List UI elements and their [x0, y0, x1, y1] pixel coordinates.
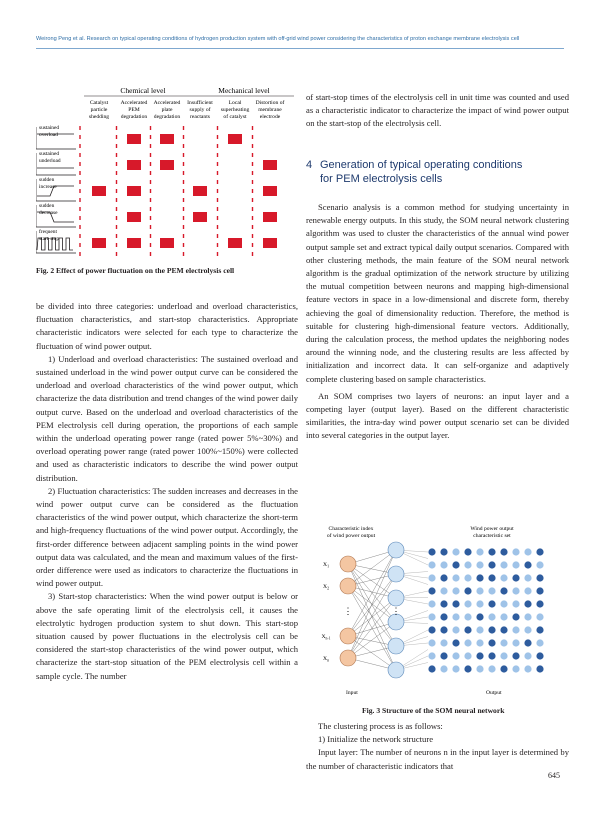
right-column-bottom-text: [306, 720, 569, 773]
matrix-mark: [193, 186, 207, 196]
output-node: [452, 652, 459, 659]
row-label: sustained: [39, 151, 60, 157]
input-neuron: [340, 628, 356, 644]
row-label: increase: [39, 184, 57, 190]
output-node: [440, 665, 447, 672]
figure-3-left-title: of wind power output: [326, 533, 376, 539]
competing-neuron: [388, 590, 404, 606]
output-node: [536, 587, 543, 594]
figure-2-matrix: [36, 84, 298, 284]
output-node: [512, 626, 519, 633]
output-node: [500, 561, 507, 568]
output-node: [452, 587, 459, 594]
competing-neuron: [388, 662, 404, 678]
output-node: [488, 600, 495, 607]
output-node: [500, 600, 507, 607]
output-node: [440, 652, 447, 659]
figure-2-caption: Fig. 2 Effect of power fluctuation on the PEM electrolysis cell: [36, 266, 235, 275]
output-node: [428, 613, 435, 620]
paragraph: 2) Fluctuation characteristics: The sudden increases and decreases in the wind power output curve can be considered as the fluctuation characteristics of the wind power output, which characterize the short-term and high-frequency fluctuations of the wind power output. Accordingly, the first-order difference between adjacent sampling points in the wind power output data was calculated, and the mean and maximum values of the first-order difference were used as indicators to characterize the fluctuations in wind power output.: [36, 485, 298, 589]
output-node: [536, 639, 543, 646]
output-node: [536, 574, 543, 581]
output-node: [488, 652, 495, 659]
column-header: degradation: [153, 114, 181, 120]
competing-neuron: [388, 614, 404, 630]
output-node: [512, 613, 519, 620]
output-node: [440, 613, 447, 620]
figure-3-left-title: Characteristic index: [328, 526, 374, 532]
output-node: [512, 600, 519, 607]
column-header: Distortion of: [255, 100, 285, 106]
output-node: [452, 548, 459, 555]
row-label: start-stop: [39, 236, 60, 242]
output-node: [464, 639, 471, 646]
competing-neuron: [388, 638, 404, 654]
right-column-main-text: [306, 201, 569, 443]
output-node: [428, 639, 435, 646]
output-node: [476, 587, 483, 594]
output-node: [452, 665, 459, 672]
output-node: [452, 561, 459, 568]
matrix-mark: [160, 160, 174, 170]
column-header: shedding: [88, 114, 110, 120]
output-node: [500, 548, 507, 555]
output-node: [536, 600, 543, 607]
matrix-mark: [160, 238, 174, 248]
output-node: [512, 587, 519, 594]
output-node: [488, 548, 495, 555]
matrix-mark: [263, 238, 277, 248]
output-node: [464, 574, 471, 581]
matrix-mark: [160, 134, 174, 144]
input-variable-label: $X_n$: [323, 656, 329, 663]
column-header: degradation: [120, 114, 148, 120]
output-node: [428, 652, 435, 659]
row-label: frequent: [39, 229, 57, 235]
output-node: [488, 587, 495, 594]
output-node: [476, 613, 483, 620]
output-node: [440, 548, 447, 555]
output-node: [476, 639, 483, 646]
matrix-mark: [228, 134, 242, 144]
output-node: [464, 665, 471, 672]
row-label: decrease: [39, 210, 58, 216]
output-node: [464, 652, 471, 659]
output-node: [476, 600, 483, 607]
output-node: [440, 626, 447, 633]
output-node: [476, 665, 483, 672]
figure-3-som-network: [316, 522, 556, 702]
output-node: [452, 574, 459, 581]
output-node: [476, 626, 483, 633]
output-node: [428, 665, 435, 672]
page-number: 645: [548, 771, 560, 780]
matrix-mark: [127, 134, 141, 144]
output-node: [476, 574, 483, 581]
output-node: [524, 574, 531, 581]
output-node: [464, 626, 471, 633]
figure-3-caption: Fig. 3 Structure of the SOM neural network: [362, 706, 505, 715]
competing-neuron: [388, 566, 404, 582]
output-node: [536, 665, 543, 672]
output-node: [440, 639, 447, 646]
column-header: reactants: [190, 114, 210, 120]
output-node: [536, 548, 543, 555]
output-node: [536, 613, 543, 620]
output-node: [512, 561, 519, 568]
output-node: [524, 600, 531, 607]
row-label: sustained: [39, 125, 60, 131]
output-node: [464, 587, 471, 594]
column-header: of catalyst: [223, 114, 247, 120]
column-header: supply of: [189, 107, 211, 113]
row-label: sudden: [39, 203, 55, 209]
output-node: [452, 613, 459, 620]
matrix-mark: [263, 212, 277, 222]
input-neuron: [340, 578, 356, 594]
output-node: [500, 613, 507, 620]
matrix-mark: [228, 238, 242, 248]
paragraph: be divided into three categories: underload and overload characteristics, fluctuation characteristics, and start-stop characteristics. Appropriate characteristic indicators were selected for each type to characterize the fluctuation of wind power output.: [36, 301, 298, 351]
output-node: [464, 600, 471, 607]
column-header: Local: [228, 100, 242, 106]
output-node: [464, 561, 471, 568]
output-node: [524, 639, 531, 646]
column-header: Accelerated: [153, 100, 181, 106]
output-node: [524, 561, 531, 568]
output-node: [524, 626, 531, 633]
output-node: [500, 626, 507, 633]
matrix-mark: [127, 212, 141, 222]
column-header: particle: [90, 107, 108, 113]
column-header: Accelerated: [120, 100, 148, 106]
column-header: plate: [161, 107, 173, 113]
row-label: sudden: [39, 177, 55, 183]
output-node: [440, 600, 447, 607]
output-node: [428, 587, 435, 594]
output-node: [476, 561, 483, 568]
section-title-line1: Generation of typical operating conditions: [320, 159, 523, 171]
input-variable-label: $X_{n-1}$: [321, 634, 331, 641]
left-column-text: [36, 300, 298, 683]
output-node: [440, 587, 447, 594]
paragraph: 3) Start-stop characteristics: When the wind power output is below or above the safe operating limit of the electrolysis cell, it causes the electrolytic hydrogen production system to shut down. This start-stop situation caused by power fluctuations in the electrolysis cell can be considered the start-stop characteristics of the wind power output, which characterize the start-stop situation of the PEM electrolysis cell within a sample cycle. The number: [36, 591, 298, 681]
output-node: [488, 574, 495, 581]
matrix-mark: [127, 186, 141, 196]
output-node: [512, 652, 519, 659]
output-node: [452, 626, 459, 633]
output-node: [536, 561, 543, 568]
output-node: [428, 600, 435, 607]
running-header: Weirong Peng et al. Research on typical operating conditions of hydrogen production system with off-grid wind power considering the characteristics of proton exchange membrane electrolysis cell: [36, 36, 520, 42]
output-node: [512, 574, 519, 581]
input-variable-label: $X_1$: [323, 562, 329, 569]
output-node: [500, 574, 507, 581]
output-node: [500, 587, 507, 594]
output-node: [488, 665, 495, 672]
output-label: Output: [486, 690, 502, 696]
output-node: [524, 613, 531, 620]
paragraph: The clustering process is as follows:: [318, 721, 443, 731]
competing-neuron: [388, 542, 404, 558]
output-node: [488, 561, 495, 568]
section-heading: [306, 158, 570, 186]
matrix-mark: [127, 160, 141, 170]
paragraph: Scenario analysis is a common method for studying uncertainty in renewable energy outputs. In this study, the SOM neural network clustering algorithm was used to cluster the characteristics of the annual wind power output sample set and extract typical daily output scenarios. Compared with other clustering methods, the main feature of the SOM neural network algorithm is the gradual optimization of the network structure by utilizing the mutual competition between neurons and mapping high-dimensional feature vectors in space in a low-dimensional and discrete form, thereby achieving the goal of dimensionality reduction. Therefore, the method is suitable for clustering high-dimensional feature vectors. Additionally, during the calculation process, the method updates the neighboring nodes around the winning node, and the clustering results are less affected by initialization and incorrect data. It can self-organize and adaptively complete clustering based on sample characteristics.: [306, 202, 569, 384]
paragraph: Input layer: The number of neurons n in the input layer is determined by the number of characteristic indicators that: [306, 747, 569, 771]
output-node: [536, 626, 543, 633]
output-node: [512, 548, 519, 555]
output-node: [428, 548, 435, 555]
matrix-mark: [193, 212, 207, 222]
group-label-mechanical: Mechanical level: [218, 86, 270, 95]
output-node: [488, 613, 495, 620]
output-node: [524, 548, 531, 555]
row-label: underload: [39, 158, 61, 164]
input-variable-label: $X_2$: [323, 584, 329, 591]
matrix-mark: [263, 186, 277, 196]
output-node: [428, 626, 435, 633]
section-number: 4: [306, 159, 313, 171]
output-node: [464, 548, 471, 555]
ellipsis: ⋮: [343, 606, 353, 616]
output-node: [452, 639, 459, 646]
output-node: [440, 561, 447, 568]
output-node: [512, 665, 519, 672]
input-neuron: [340, 650, 356, 666]
input-label: Input: [346, 690, 358, 696]
paragraph: 1) Underload and overload characteristics: The sustained overload and sustained underload in the wind power output curve can be considered the underload and overload characteristics of the wind power output, which characterize the data distribution and trend changes of the wind power daily output curve. Based on the underload and overload characteristics of the PEM electrolysis cell during operation, the proportions of each sample within the underload operating power range (rated power 5%~30%) and overload operating power range (rated power 100%~150%) were collected and used as characteristic indicators to describe the wind power output distribution.: [36, 353, 298, 483]
column-header: Catalyst: [89, 100, 109, 106]
output-node: [524, 587, 531, 594]
column-header: PEM: [128, 107, 140, 113]
output-node: [428, 561, 435, 568]
output-node: [536, 652, 543, 659]
output-node: [500, 639, 507, 646]
column-header: Insufficient: [187, 100, 213, 106]
paragraph: An SOM comprises two layers of neurons: an input layer and a competing layer (output layer). Based on the different characteristic similarities, the intra-day wind power output scenario set can be divided into several categories in the output layer.: [306, 390, 569, 441]
column-header: membrane: [258, 107, 282, 113]
output-node: [512, 639, 519, 646]
output-node: [476, 548, 483, 555]
input-neuron: [340, 556, 356, 572]
output-node: [488, 639, 495, 646]
ellipsis: ⋮: [391, 606, 401, 616]
output-node: [524, 652, 531, 659]
figure-3-right-title: Wind power output: [470, 526, 514, 532]
matrix-mark: [92, 186, 106, 196]
column-header: electrode: [259, 114, 281, 120]
section-title-line2: for PEM electrolysis cells: [320, 173, 443, 185]
header-rule: [36, 48, 564, 49]
output-node: [476, 652, 483, 659]
matrix-mark: [127, 238, 141, 248]
right-column-top-text: [306, 91, 569, 131]
paragraph: 1) Initialize the network structure: [318, 734, 434, 745]
output-node: [452, 600, 459, 607]
group-label-chemical: Chemical level: [120, 86, 166, 95]
column-header: superheating: [220, 107, 250, 113]
matrix-mark: [92, 238, 106, 248]
paragraph: of start-stop times of the electrolysis cell in unit time was counted and used as a characteristic indicator to characterize the impact of wind power output on the start-stop of the electrolysis cell.: [306, 92, 569, 129]
output-node: [524, 665, 531, 672]
matrix-mark: [263, 160, 277, 170]
output-node: [440, 574, 447, 581]
output-node: [428, 574, 435, 581]
output-node: [500, 665, 507, 672]
row-label: overload: [39, 132, 58, 138]
output-node: [488, 626, 495, 633]
output-node: [500, 652, 507, 659]
output-node: [464, 613, 471, 620]
figure-3-right-title: characteristic set: [473, 533, 511, 539]
